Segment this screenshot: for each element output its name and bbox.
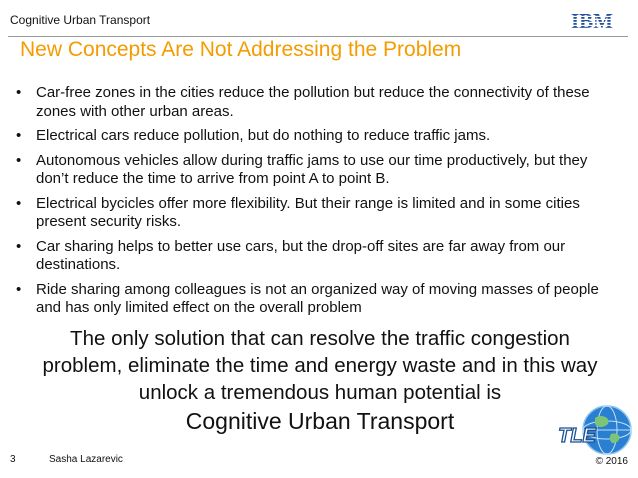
ibm-logo-text: IBM (571, 9, 613, 32)
tle-badge-text: TLE (558, 425, 596, 447)
bullet-item (14, 195, 618, 232)
bullet-list (14, 84, 618, 324)
bullet-text: Ride sharing among colleagues is not an organized way of moving masses of people and has only limited effect on the overall problem (36, 280, 599, 316)
header-title: Cognitive Urban Transport (10, 13, 151, 27)
bullet-item (14, 238, 618, 275)
bullet-icon: • (16, 280, 22, 298)
bullet-icon: • (16, 237, 22, 255)
bullet-icon: • (16, 84, 22, 101)
footer-copyright: © 2016 (595, 456, 628, 467)
bullet-icon: • (16, 151, 22, 169)
bullet-item (14, 84, 618, 121)
bullet-text: Autonomous vehicles allow during traffic jams to use our time productively, but they don’t reduce the time to arrive from point A to point B. (36, 151, 588, 187)
ibm-logo (568, 8, 616, 32)
bullet-item (14, 281, 618, 318)
bullet-icon: • (16, 194, 22, 212)
bullet-text: Electrical bycicles offer more flexibility. But their range is limited and in some cities present security risks. (36, 194, 580, 230)
bullet-item (14, 127, 618, 146)
footer-author: Sasha Lazarevic (49, 454, 123, 465)
bullet-icon: • (16, 127, 22, 144)
bullet-text: Car-free zones in the cities reduce the pollution but reduce the connectivity of these zones with other urban areas. (36, 84, 590, 120)
tle-globe-logo (555, 404, 633, 458)
bullet-item (14, 152, 618, 189)
callout-text: The only solution that can resolve the traffic congestion problem, eliminate the time and energy waste and in this way unlock a tremendous human potential is (42, 327, 598, 404)
callout-statement (40, 325, 600, 436)
slide-title: New Concepts Are Not Addressing the Problem (20, 38, 462, 61)
page-number: 3 (10, 454, 16, 465)
bullet-text: Car sharing helps to better use cars, but the drop-off sites are far away from our destinations. (36, 237, 566, 273)
bullet-text: Electrical cars reduce pollution, but do nothing to reduce traffic jams. (36, 127, 491, 144)
header-divider (8, 36, 628, 37)
callout-emphasis: Cognitive Urban Transport (185, 408, 455, 434)
